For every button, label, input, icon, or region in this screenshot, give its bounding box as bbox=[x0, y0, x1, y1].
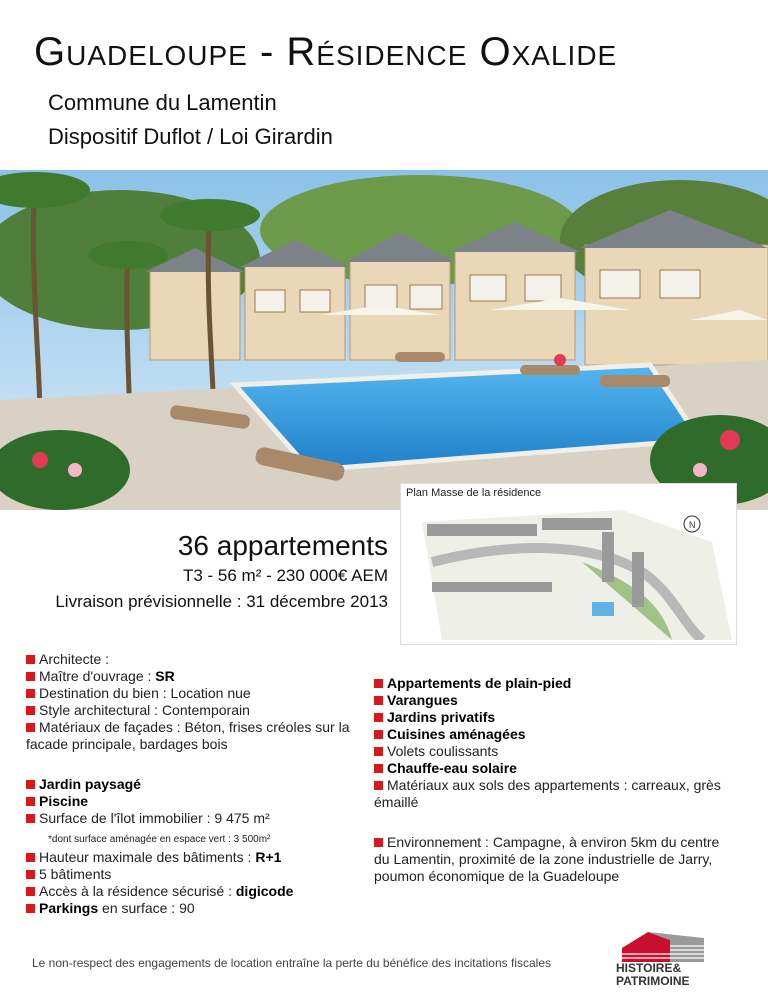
apartment-type-price: T3 - 56 m² - 230 000€ AEM bbox=[182, 566, 388, 585]
feature-pool: Piscine bbox=[26, 793, 376, 810]
feature-materials: Matériaux de façades : Béton, frises créoles sur la facade principale, bardages bois bbox=[26, 719, 350, 752]
red-square-bullet-icon bbox=[26, 797, 35, 806]
right-features-column bbox=[374, 675, 724, 885]
feature-height: Hauteur maximale des bâtiments : R+1 bbox=[26, 849, 376, 866]
red-square-bullet-icon bbox=[26, 870, 35, 879]
red-square-bullet-icon bbox=[374, 679, 383, 688]
delivery-date: Livraison prévisionnelle : 31 décembre 2013 bbox=[55, 592, 388, 611]
red-square-bullet-icon bbox=[26, 904, 35, 913]
red-square-bullet-icon bbox=[374, 838, 383, 847]
feature-parking: Parkings en surface : 90 bbox=[26, 900, 376, 917]
feature-buildings: 5 bâtiments bbox=[26, 866, 376, 883]
feature-varangues: Varangues bbox=[374, 692, 724, 709]
red-square-bullet-icon bbox=[26, 689, 35, 698]
red-square-bullet-icon bbox=[26, 887, 35, 896]
red-square-bullet-icon bbox=[374, 713, 383, 722]
red-square-bullet-icon bbox=[26, 853, 35, 862]
feature-style: Style architectural : Contemporain bbox=[26, 702, 376, 719]
feature-environnement: Environnement : Campagne, à environ 5km du centre du Lamentin, proximité de la zone industrielle de Jarry, poumon économique de la Guadeloupe bbox=[374, 834, 720, 884]
red-square-bullet-icon bbox=[26, 814, 35, 823]
red-square-bullet-icon bbox=[374, 696, 383, 705]
feature-volets: Volets coulissants bbox=[374, 743, 724, 760]
feature-surface: Surface de l'îlot immobilier : 9 475 m² bbox=[26, 810, 376, 827]
histoire-patrimoine-logo bbox=[618, 928, 708, 962]
logo-wordmark: HISTOIRE& PATRIMOINE bbox=[616, 961, 690, 988]
red-square-bullet-icon bbox=[374, 747, 383, 756]
feature-sols: Matériaux aux sols des appartements : carreaux, grès émaillé bbox=[374, 777, 721, 810]
feature-destination: Destination du bien : Location nue bbox=[26, 685, 376, 702]
feature-plain-pied: Appartements de plain-pied bbox=[374, 675, 724, 692]
site-plan-map bbox=[402, 502, 732, 640]
feature-jardins: Jardins privatifs bbox=[374, 709, 724, 726]
page-title: Guadeloupe - Résidence Oxalide bbox=[34, 30, 618, 74]
red-square-bullet-icon bbox=[26, 672, 35, 681]
dispositif-subtitle: Dispositif Duflot / Loi Girardin bbox=[48, 124, 333, 149]
red-square-bullet-icon bbox=[26, 706, 35, 715]
red-square-bullet-icon bbox=[374, 764, 383, 773]
feature-access: Accès à la résidence sécurisé : digicode bbox=[26, 883, 376, 900]
feature-cuisines: Cuisines aménagées bbox=[374, 726, 724, 743]
red-square-bullet-icon bbox=[374, 781, 383, 790]
red-square-bullet-icon bbox=[374, 730, 383, 739]
residence-rendering-image bbox=[0, 170, 768, 510]
feature-architect: Architecte : bbox=[26, 651, 376, 668]
left-features-column bbox=[26, 651, 376, 917]
red-square-bullet-icon bbox=[26, 723, 35, 732]
apartment-count: 36 appartements bbox=[177, 530, 388, 561]
feature-owner: Maître d'ouvrage : SR bbox=[26, 668, 376, 685]
red-square-bullet-icon bbox=[26, 780, 35, 789]
tax-disclaimer: Le non-respect des engagements de location entraîne la perte du bénéfice des incitations fiscales bbox=[32, 956, 551, 970]
feature-surface-note: *dont surface aménagée en espace vert : 3 500m² bbox=[48, 834, 271, 845]
feature-chauffe-eau: Chauffe-eau solaire bbox=[374, 760, 724, 777]
red-square-bullet-icon bbox=[26, 655, 35, 664]
svg-text:N: N bbox=[689, 520, 696, 530]
site-plan-caption: Plan Masse de la résidence bbox=[406, 487, 542, 499]
feature-garden: Jardin paysagé bbox=[26, 776, 376, 793]
commune-subtitle: Commune du Lamentin bbox=[48, 90, 277, 115]
